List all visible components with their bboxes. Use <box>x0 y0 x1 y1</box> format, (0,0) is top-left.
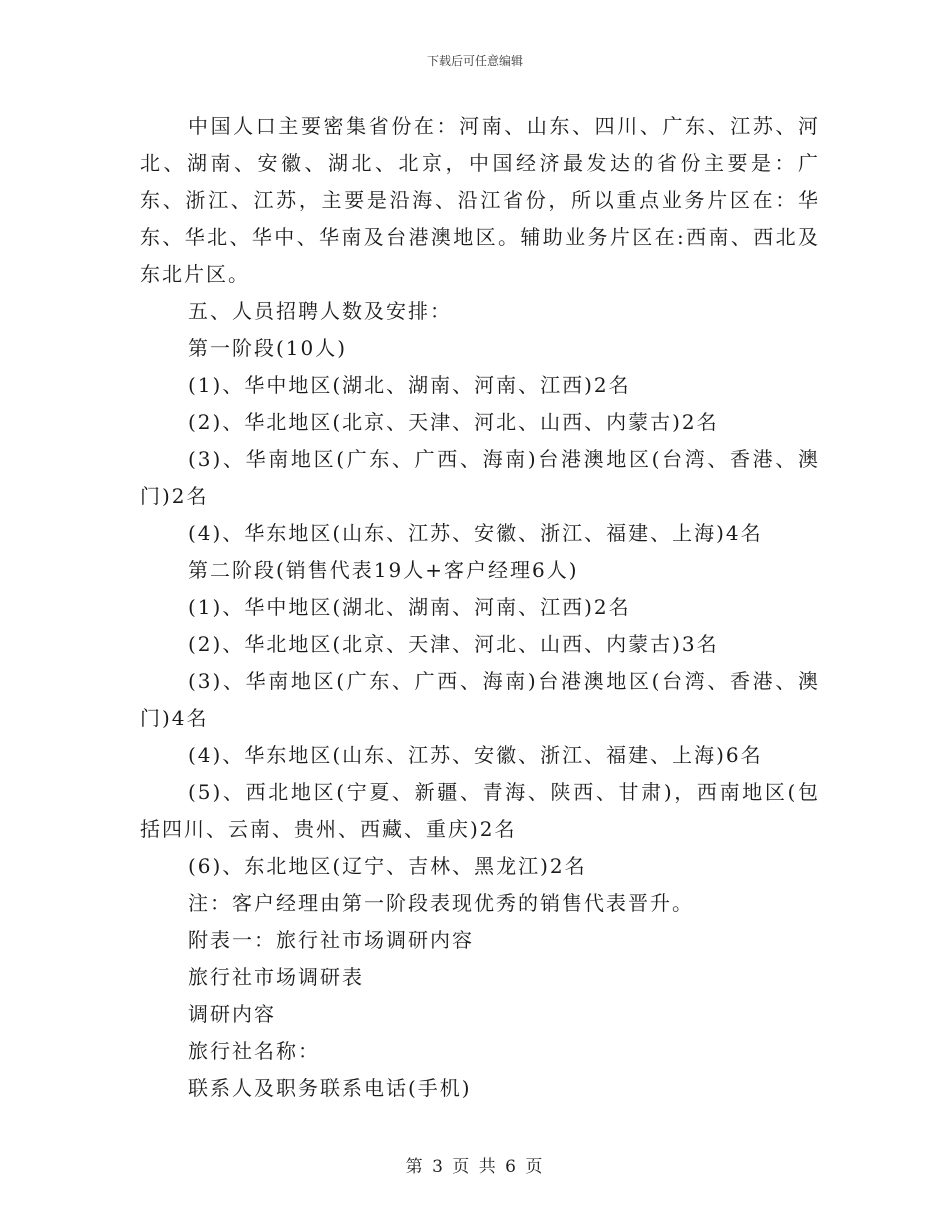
document-body <box>140 108 820 1107</box>
list-item: (5)、西北地区(宁夏、新疆、青海、陕西、甘肃)，西南地区(包括四川、云南、贵州、西藏、重庆)2名 <box>140 780 820 841</box>
note-paragraph: 注：客户经理由第一阶段表现优秀的销售代表晋升。 <box>188 891 694 915</box>
list-item: (3)、华南地区(广东、广西、海南)台港澳地区(台湾、香港、澳门)2名 <box>140 447 820 508</box>
survey-content-label: 调研内容 <box>188 1002 276 1026</box>
list-item: (1)、华中地区(湖北、湖南、河南、江西)2名 <box>188 373 631 397</box>
appendix-heading: 附表一：旅行社市场调研内容 <box>188 928 474 952</box>
section-heading-recruitment: 五、人员招聘人数及安排： <box>188 299 452 323</box>
phase-one-heading: 第一阶段(10人) <box>188 336 348 360</box>
list-item: (1)、华中地区(湖北、湖南、河南、江西)2名 <box>188 595 631 619</box>
list-item: (2)、华北地区(北京、天津、河北、山西、内蒙古)2名 <box>188 410 719 434</box>
list-item: (4)、华东地区(山东、江苏、安徽、浙江、福建、上海)4名 <box>188 521 763 545</box>
list-item: (6)、东北地区(辽宁、吉林、黑龙江)2名 <box>188 854 587 878</box>
page-header: 下载后可任意编辑 <box>426 54 523 68</box>
list-item: (2)、华北地区(北京、天津、河北、山西、内蒙古)3名 <box>188 632 719 656</box>
page-number-footer: 第 3 页 共 6 页 <box>405 1157 545 1177</box>
contact-label: 联系人及职务联系电话(手机) <box>188 1076 472 1100</box>
agency-name-label: 旅行社名称： <box>188 1039 320 1063</box>
list-item: (3)、华南地区(广东、广西、海南)台港澳地区(台湾、香港、澳门)4名 <box>140 669 820 730</box>
phase-two-heading: 第二阶段(销售代表19人+客户经理6人) <box>188 558 579 582</box>
list-item: (4)、华东地区(山东、江苏、安徽、浙江、福建、上海)6名 <box>188 743 763 767</box>
paragraph-population-economy: 中国人口主要密集省份在：河南、山东、四川、广东、江苏、河北、湖南、安徽、湖北、北京，中国经济最发达的省份主要是：广东、浙江、江苏，主要是沿海、沿江省份，所以重点业务片区在：华东、华北、华中、华南及台港澳地区。辅助业务片区在:西南、西北及东北片区。 <box>140 114 820 286</box>
survey-table-title: 旅行社市场调研表 <box>188 965 364 989</box>
